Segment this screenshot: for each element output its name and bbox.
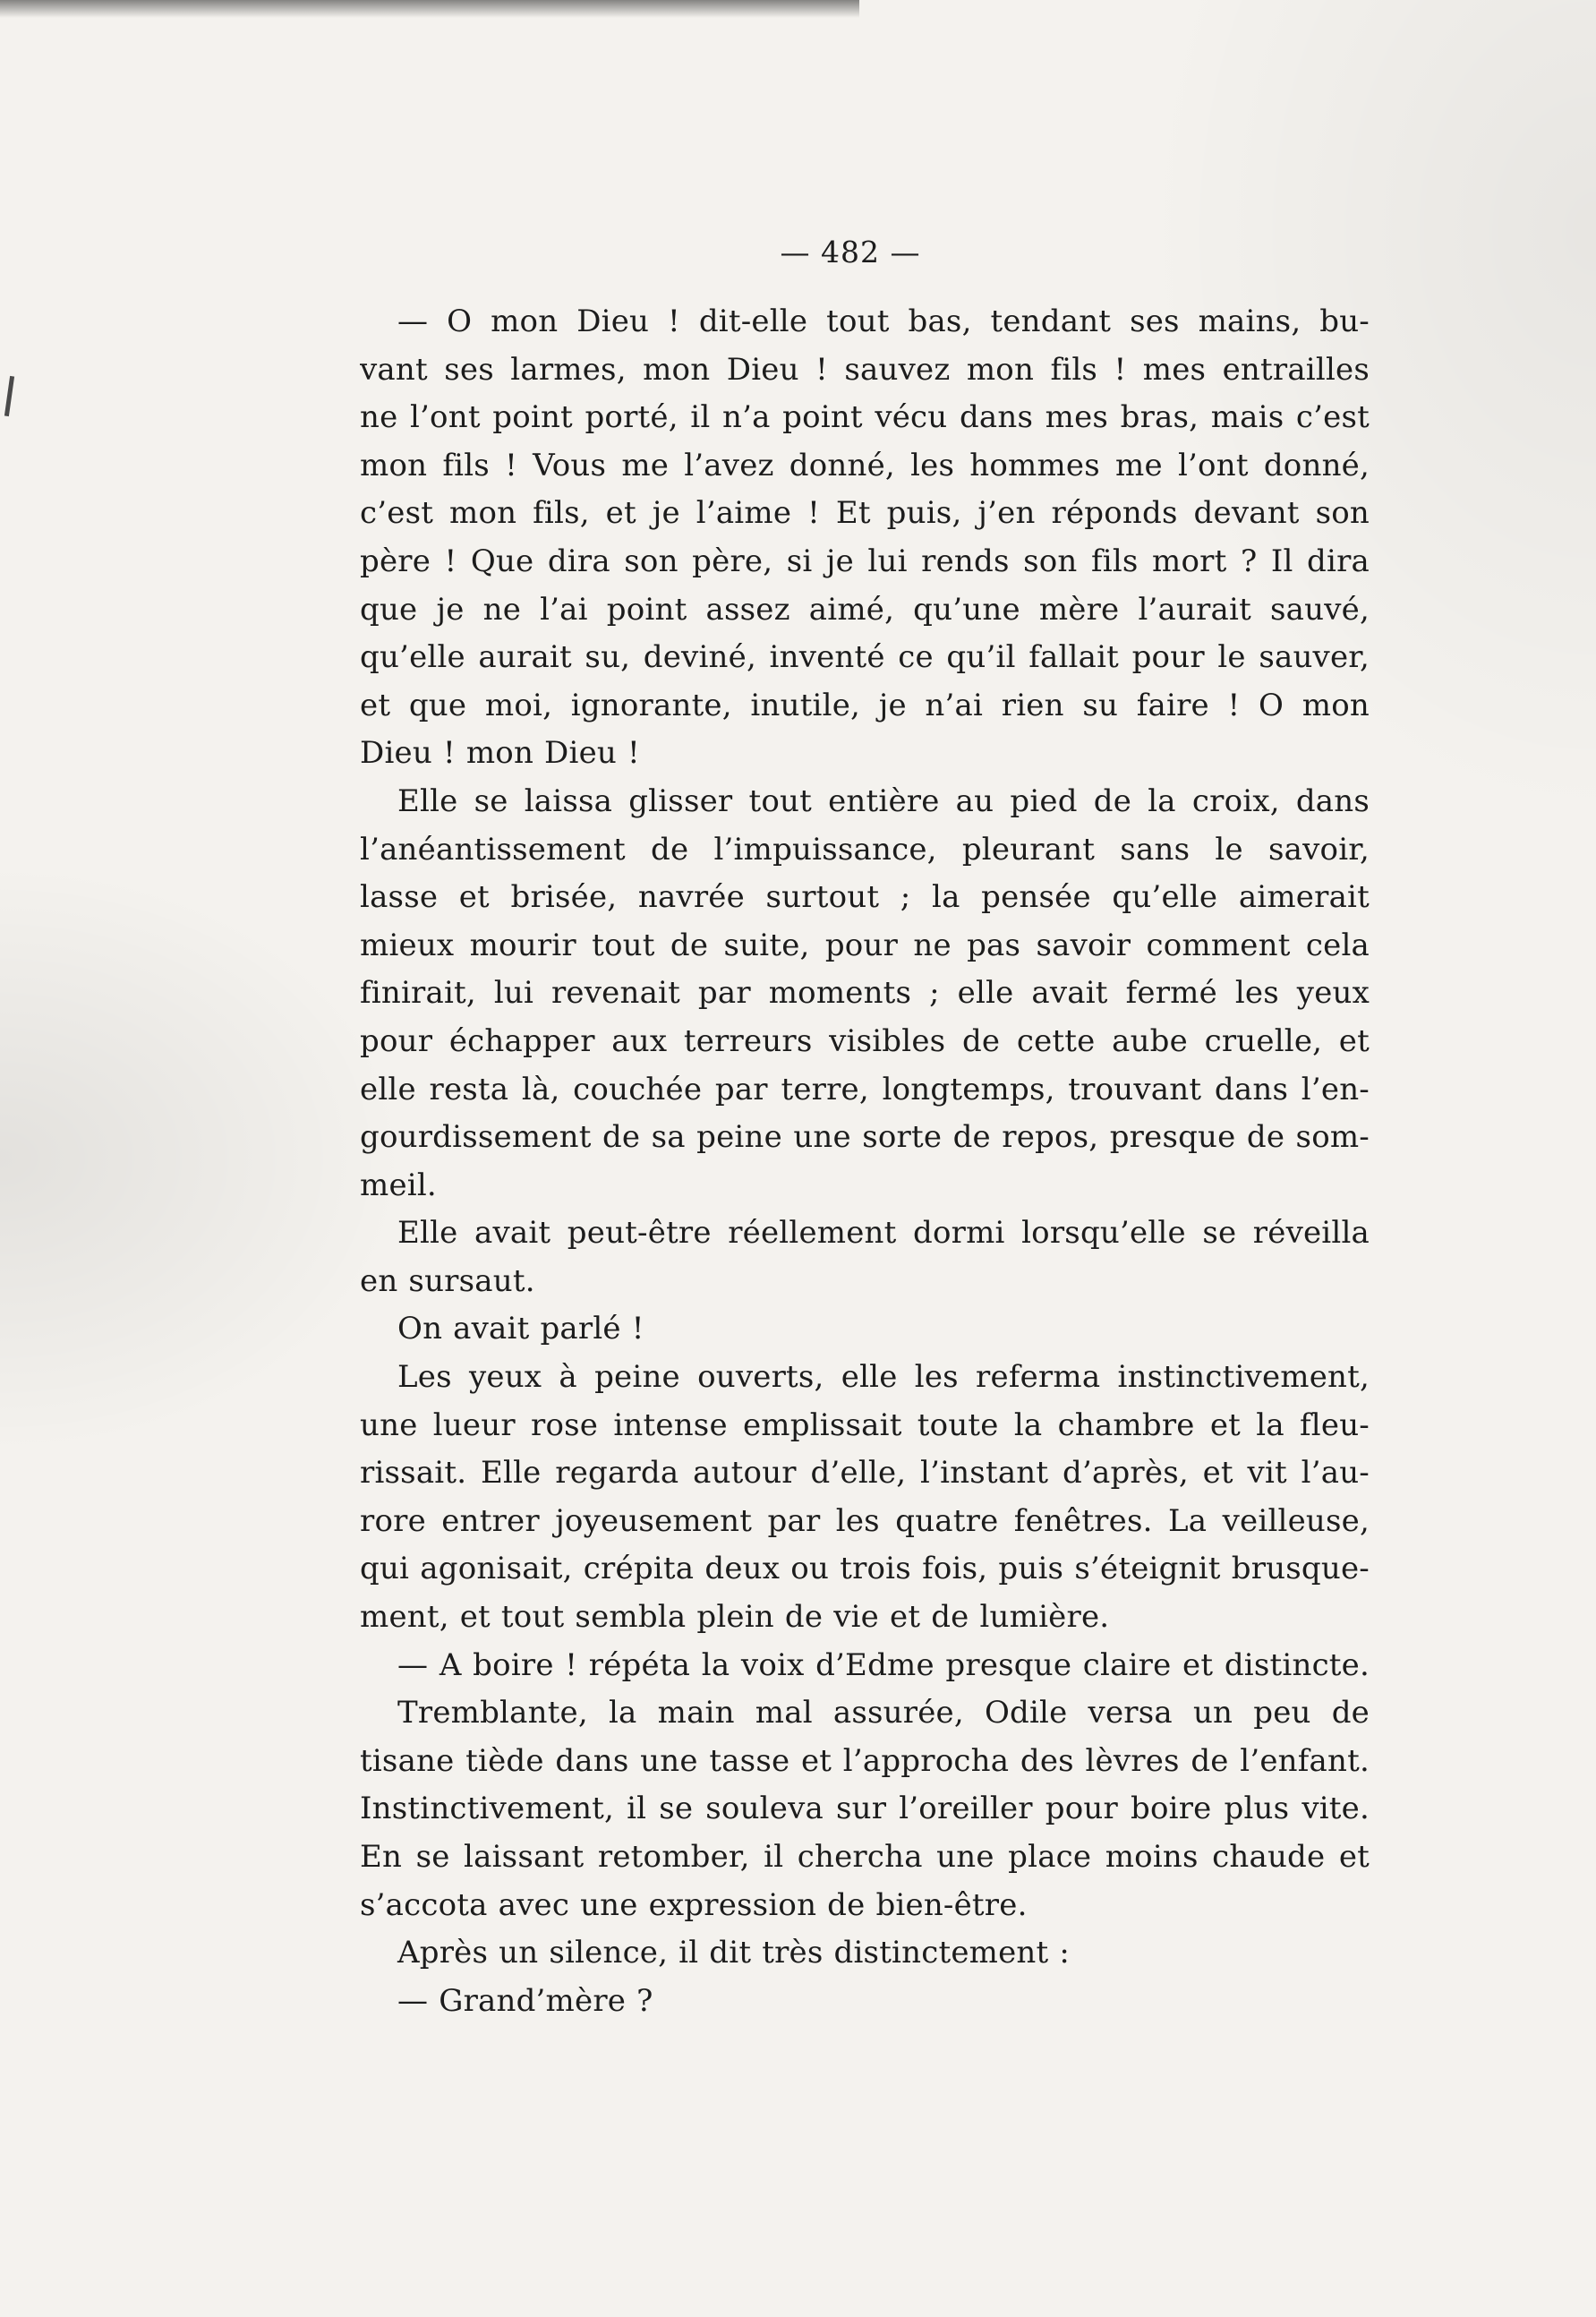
text-line: qui agonisait, crépita deux ou trois fois, puis s’éteignit brusque- — [360, 1551, 1370, 1587]
text-line: — A boire ! répéta la voix d’Edme presque claire et distincte. — [397, 1646, 1370, 1683]
text-line: — O mon Dieu ! dit-elle tout bas, tendant ses mains, bu- — [397, 304, 1370, 339]
text-line: gourdissement de sa peine une sorte de repos, presque de som- — [360, 1119, 1370, 1156]
text-line: vant ses larmes, mon Dieu ! sauvez mon fils ! mes entrailles — [360, 351, 1370, 388]
text-line: finirait, lui revenait par moments ; elle avait fermé les yeux — [360, 975, 1370, 1012]
text-line: Dieu ! mon Dieu ! — [360, 735, 640, 772]
text-line: Instinctivement, il se souleva sur l’oreiller pour boire plus vite. — [360, 1791, 1370, 1827]
page-number: — 482 — — [780, 235, 921, 269]
text-line: lasse et brisée, navrée surtout ; la pensée qu’elle aimerait — [360, 879, 1370, 916]
text-line: ment, et tout sembla plein de vie et de lumière. — [360, 1599, 1110, 1636]
scan-top-edge — [0, 0, 859, 18]
text-line: tisane tiède dans une tasse et l’approcha des lèvres de l’enfant. — [360, 1742, 1370, 1779]
text-line: c’est mon fils, et je l’aime ! Et puis, j’en réponds devant son — [360, 495, 1370, 532]
text-line: pour échapper aux terreurs visibles de cette aube cruelle, et — [360, 1022, 1370, 1059]
text-line: une lueur rose intense emplissait toute la chambre et la fleu- — [360, 1406, 1370, 1443]
text-line: que je ne l’ai point assez aimé, qu’une mère l’aurait sauvé, — [360, 591, 1370, 628]
text-line: elle resta là, couchée par terre, longtemps, trouvant dans l’en- — [360, 1071, 1370, 1107]
text-line: Tremblante, la main mal assurée, Odile versa un peu de — [397, 1695, 1370, 1731]
text-line: rissait. Elle regarda autour d’elle, l’instant d’après, et vit l’au- — [360, 1455, 1370, 1492]
text-line: s’accota avec une expression de bien-être. — [360, 1886, 1028, 1923]
text-line: mieux mourir tout de suite, pour ne pas savoir comment cela — [360, 927, 1370, 963]
text-line: qu’elle aurait su, deviné, inventé ce qu’il fallait pour le sauver, — [360, 639, 1370, 676]
text-line: l’anéantissement de l’impuissance, pleurant sans le savoir, — [360, 831, 1370, 868]
body-text — [360, 298, 1370, 2025]
text-line: père ! Que dira son père, si je lui rends son fils mort ? Il dira — [360, 543, 1370, 579]
text-line: Après un silence, il dit très distinctement : — [397, 1935, 1071, 1971]
text-line: Elle avait peut-être réellement dormi lorsqu’elle se réveilla — [397, 1215, 1370, 1252]
text-line: en sursaut. — [360, 1262, 535, 1299]
text-line: mon fils ! Vous me l’avez donné, les hommes me l’ont donné, — [360, 447, 1370, 483]
text-line: meil. — [360, 1167, 437, 1203]
text-line: Elle se laissa glisser tout entière au pied de la croix, dans — [397, 782, 1370, 819]
text-line: et que moi, ignorante, inutile, je n’ai rien su faire ! O mon — [360, 687, 1370, 723]
text-line: ne l’ont point porté, il n’a point vécu dans mes bras, mais c’est — [360, 399, 1370, 436]
text-line: — Grand’mère ? — [397, 1982, 653, 2019]
text-line: Les yeux à peine ouverts, elle les referma instinctivement, — [397, 1359, 1370, 1396]
text-line: On avait parlé ! — [397, 1311, 644, 1347]
text-line: rore entrer joyeusement par les quatre fenêtres. La veilleuse, — [360, 1502, 1370, 1539]
text-line: En se laissant retomber, il chercha une place moins chaude et — [360, 1839, 1370, 1875]
